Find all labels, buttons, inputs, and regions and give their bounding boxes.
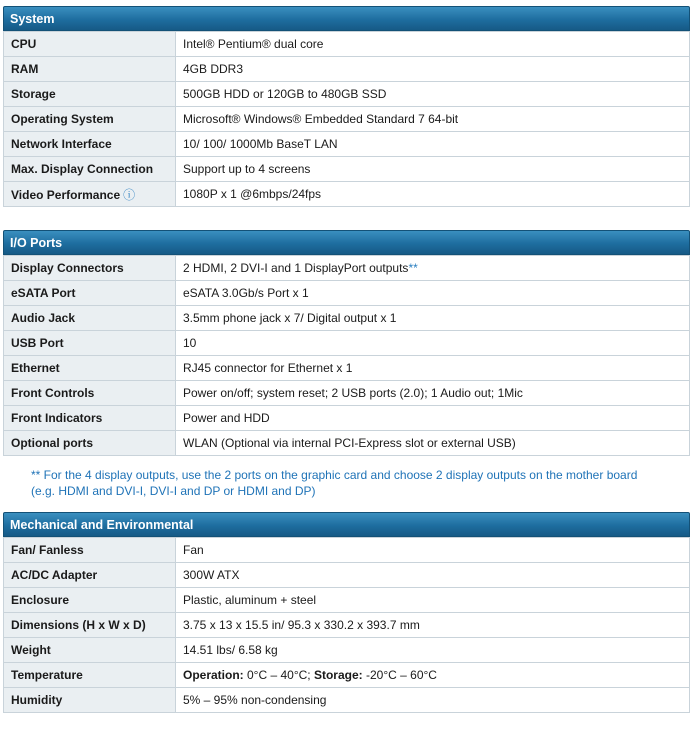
row-value: Fan — [176, 538, 690, 563]
info-icon[interactable]: ⓘ — [123, 187, 136, 202]
mech-table — [3, 537, 690, 713]
table-row — [4, 57, 690, 82]
row-value: Intel® Pentium® dual core — [176, 32, 690, 57]
row-label: Enclosure — [4, 588, 176, 613]
row-label: Humidity — [4, 688, 176, 713]
row-label: Storage — [4, 82, 176, 107]
table-row — [4, 381, 690, 406]
table-row — [4, 588, 690, 613]
row-value: 3.75 x 13 x 15.5 in/ 95.3 x 330.2 x 393.7 mm — [176, 613, 690, 638]
table-row — [4, 663, 690, 688]
table-row — [4, 688, 690, 713]
section-header-system: System — [3, 6, 690, 31]
storage-value: -20°C – 60°C — [362, 668, 437, 682]
section-header-mech: Mechanical and Environmental — [3, 512, 690, 537]
table-row — [4, 107, 690, 132]
row-label: eSATA Port — [4, 281, 176, 306]
row-value: 14.51 lbs/ 6.58 kg — [176, 638, 690, 663]
row-value: 1080P x 1 @6mbps/24fps — [176, 182, 690, 207]
row-value: 4GB DDR3 — [176, 57, 690, 82]
row-label: AC/DC Adapter — [4, 563, 176, 588]
row-label — [4, 182, 176, 207]
table-row — [4, 563, 690, 588]
storage-label: Storage: — [313, 668, 363, 682]
row-value: eSATA 3.0Gb/s Port x 1 — [176, 281, 690, 306]
table-row — [4, 406, 690, 431]
row-label: RAM — [4, 57, 176, 82]
row-label: Weight — [4, 638, 176, 663]
operation-value: 0°C – 40°C; — [243, 668, 314, 682]
row-value: Microsoft® Windows® Embedded Standard 7 64-bit — [176, 107, 690, 132]
system-table — [3, 31, 690, 207]
row-label: Optional ports — [4, 431, 176, 456]
row-value: Power on/off; system reset; 2 USB ports (2.0); 1 Audio out; 1Mic — [176, 381, 690, 406]
row-label: Front Controls — [4, 381, 176, 406]
row-value — [176, 256, 690, 281]
row-label: Max. Display Connection — [4, 157, 176, 182]
row-value: 500GB HDD or 120GB to 480GB SSD — [176, 82, 690, 107]
row-value: Power and HDD — [176, 406, 690, 431]
row-label: CPU — [4, 32, 176, 57]
row-label: Network Interface — [4, 132, 176, 157]
row-value: 5% – 95% non-condensing — [176, 688, 690, 713]
row-label: Ethernet — [4, 356, 176, 381]
row-value: 300W ATX — [176, 563, 690, 588]
video-performance-label: Video Performance — [11, 187, 121, 202]
row-label: Fan/ Fanless — [4, 538, 176, 563]
row-value — [176, 663, 690, 688]
table-row — [4, 306, 690, 331]
row-label: Operating System — [4, 107, 176, 132]
io-section — [3, 230, 690, 456]
table-row — [4, 281, 690, 306]
row-label: Audio Jack — [4, 306, 176, 331]
table-row — [4, 157, 690, 182]
footnote-mark: ** — [408, 261, 418, 275]
row-value: 3.5mm phone jack x 7/ Digital output x 1 — [176, 306, 690, 331]
section-header-io: I/O Ports — [3, 230, 690, 255]
display-connectors-value: 2 HDMI, 2 DVI-I and 1 DisplayPort outputs — [183, 261, 409, 275]
row-value: RJ45 connector for Ethernet x 1 — [176, 356, 690, 381]
io-footnote — [31, 467, 671, 499]
footnote-line-1: ** For the 4 display outputs, use the 2 ports on the graphic card and choose 2 display outputs on the mother board — [31, 468, 638, 482]
operation-label: Operation: — [183, 668, 244, 682]
row-value: 10/ 100/ 1000Mb BaseT LAN — [176, 132, 690, 157]
table-row — [4, 356, 690, 381]
row-label: Front Indicators — [4, 406, 176, 431]
table-row — [4, 431, 690, 456]
row-label: Temperature — [4, 663, 176, 688]
table-row — [4, 82, 690, 107]
table-row — [4, 613, 690, 638]
table-row — [4, 638, 690, 663]
row-value: WLAN (Optional via internal PCI-Express slot or external USB) — [176, 431, 690, 456]
row-label: Display Connectors — [4, 256, 176, 281]
mech-section — [3, 512, 690, 713]
system-section — [3, 6, 690, 207]
table-row — [4, 32, 690, 57]
table-row — [4, 538, 690, 563]
footnote-line-2: (e.g. HDMI and DVI-I, DVI-I and DP or HDMI and DP) — [31, 484, 316, 498]
table-row — [4, 331, 690, 356]
row-value: Plastic, aluminum + steel — [176, 588, 690, 613]
table-row — [4, 256, 690, 281]
row-value: Support up to 4 screens — [176, 157, 690, 182]
io-table — [3, 255, 690, 456]
row-label: USB Port — [4, 331, 176, 356]
table-row — [4, 132, 690, 157]
table-row — [4, 182, 690, 207]
row-label: Dimensions (H x W x D) — [4, 613, 176, 638]
row-value: 10 — [176, 331, 690, 356]
